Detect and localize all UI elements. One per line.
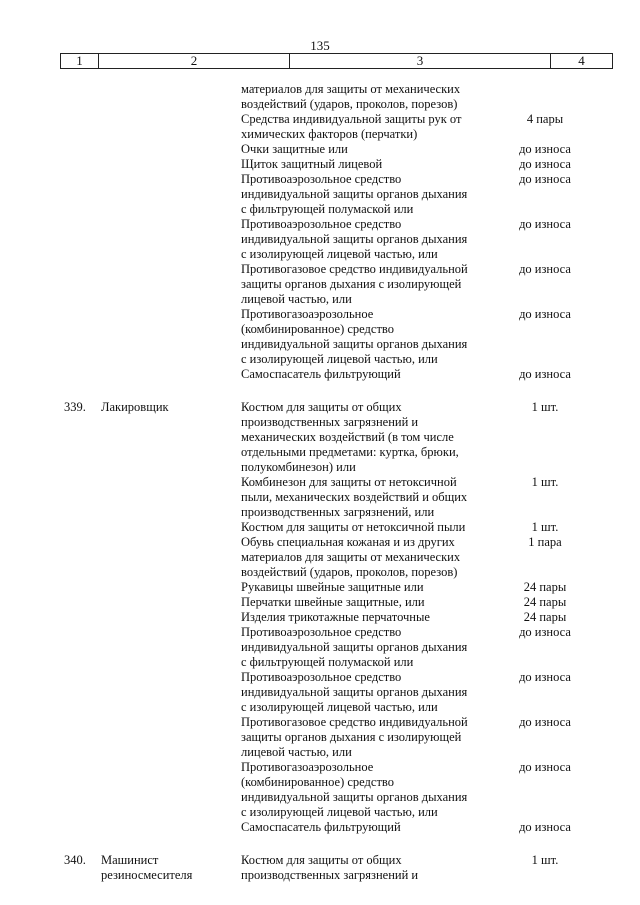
norm-value: 24 пары [523, 580, 567, 594]
description-line: индивидуальной защиты органов дыхания [241, 232, 468, 246]
description-line: полукомбинезон) или [241, 460, 356, 474]
description-line: лицевой частью, или [241, 292, 352, 306]
description-line: отдельными предметами: куртка, брюки, [241, 445, 459, 459]
norm-value: до износа [519, 172, 571, 186]
norm-value: до износа [519, 142, 571, 156]
description-line: Самоспасатель фильтрующий [241, 367, 401, 381]
description-line: Костюм для защиты от общих [241, 400, 402, 414]
description-line: Очки защитные или [241, 142, 348, 156]
description-line: с изолирующей лицевой частью, или [241, 352, 438, 366]
profession-name: резиносмесителя [101, 868, 193, 882]
description-line: с изолирующей лицевой частью, или [241, 700, 438, 714]
description-line: производственных загрязнений, или [241, 505, 435, 519]
description-line: индивидуальной защиты органов дыхания [241, 187, 468, 201]
norm-value: 1 шт. [531, 400, 559, 414]
description-line: (комбинированное) средство [241, 322, 394, 336]
norm-value: до износа [519, 262, 571, 276]
profession-name: Машинист [101, 853, 159, 867]
norm-value: 4 пары [526, 112, 564, 126]
header-col-2: 2 [190, 53, 198, 68]
description-line: Костюм для защиты от нетоксичной пыли [241, 520, 466, 534]
description-line: Перчатки швейные защитные, или [241, 595, 425, 609]
norm-value: до износа [519, 820, 571, 834]
entry-number: 339. [64, 400, 86, 414]
description-line: Самоспасатель фильтрующий [241, 820, 401, 834]
description-line: Противоаэрозольное средство [241, 172, 402, 186]
norm-value: до износа [519, 715, 571, 729]
description-line: Противогазовое средство индивидуальной [241, 262, 468, 276]
norm-value: до износа [519, 217, 571, 231]
description-line: Обувь специальная кожаная и из других [241, 535, 455, 549]
description-line: Щиток защитный лицевой [241, 157, 383, 171]
description-line: с изолирующей лицевой частью, или [241, 805, 438, 819]
norm-value: 1 шт. [531, 475, 559, 489]
description-line: индивидуальной защиты органов дыхания [241, 790, 468, 804]
description-line: механических воздействий (в том числе [241, 430, 454, 444]
norm-value: 1 пара [528, 535, 562, 549]
description-line: воздействий (ударов, проколов, порезов) [241, 97, 458, 111]
norm-value: 1 шт. [531, 853, 559, 867]
description-line: Противоаэрозольное средство [241, 217, 402, 231]
description-line: защиты органов дыхания с изолирующей [241, 730, 462, 744]
page-number: 135 [310, 38, 330, 53]
header-col-4: 4 [578, 53, 585, 68]
description-line: производственных загрязнений и [241, 868, 419, 882]
norm-value: 1 шт. [531, 520, 559, 534]
description-line: Комбинезон для защиты от нетоксичной [241, 475, 457, 489]
header-col-1: 1 [76, 53, 83, 68]
description-line: с фильтрующей полумаской или [241, 655, 414, 669]
description-line: с фильтрующей полумаской или [241, 202, 414, 216]
description-line: Противоаэрозольное средство [241, 670, 402, 684]
description-line: индивидуальной защиты органов дыхания [241, 640, 468, 654]
description-line: Противогазоаэрозольное [241, 760, 374, 774]
norm-value: 24 пары [523, 610, 567, 624]
header-col-3: 3 [416, 53, 424, 68]
norm-value: до износа [519, 157, 571, 171]
description-line: материалов для защиты от механических [241, 550, 461, 564]
description-line: материалов для защиты от механических [241, 82, 461, 96]
description-line: Противогазоаэрозольное [241, 307, 374, 321]
description-line: химических факторов (перчатки) [241, 127, 418, 141]
description-line: пыли, механических воздействий и общих [241, 490, 468, 504]
entry-number: 340. [64, 853, 86, 867]
description-line: индивидуальной защиты органов дыхания [241, 337, 468, 351]
description-line: с изолирующей лицевой частью, или [241, 247, 438, 261]
norm-value: 24 пары [523, 595, 567, 609]
profession-name: Лакировщик [101, 400, 169, 414]
description-line: (комбинированное) средство [241, 775, 394, 789]
description-line: Рукавицы швейные защитные или [241, 580, 424, 594]
norm-value: до износа [519, 670, 571, 684]
description-line: Противоаэрозольное средство [241, 625, 402, 639]
description-line: защиты органов дыхания с изолирующей [241, 277, 462, 291]
norm-value: до износа [519, 760, 571, 774]
norm-value: до износа [519, 625, 571, 639]
description-line: Изделия трикотажные перчаточные [241, 610, 430, 624]
description-line: лицевой частью, или [241, 745, 352, 759]
norm-value: до износа [519, 307, 571, 321]
description-line: воздействий (ударов, проколов, порезов) [241, 565, 458, 579]
description-line: Противогазовое средство индивидуальной [241, 715, 468, 729]
description-line: Костюм для защиты от общих [241, 853, 402, 867]
description-line: индивидуальной защиты органов дыхания [241, 685, 468, 699]
norm-value: до износа [519, 367, 571, 381]
description-line: Средства индивидуальной защиты рук от [241, 112, 462, 126]
description-line: производственных загрязнений и [241, 415, 419, 429]
